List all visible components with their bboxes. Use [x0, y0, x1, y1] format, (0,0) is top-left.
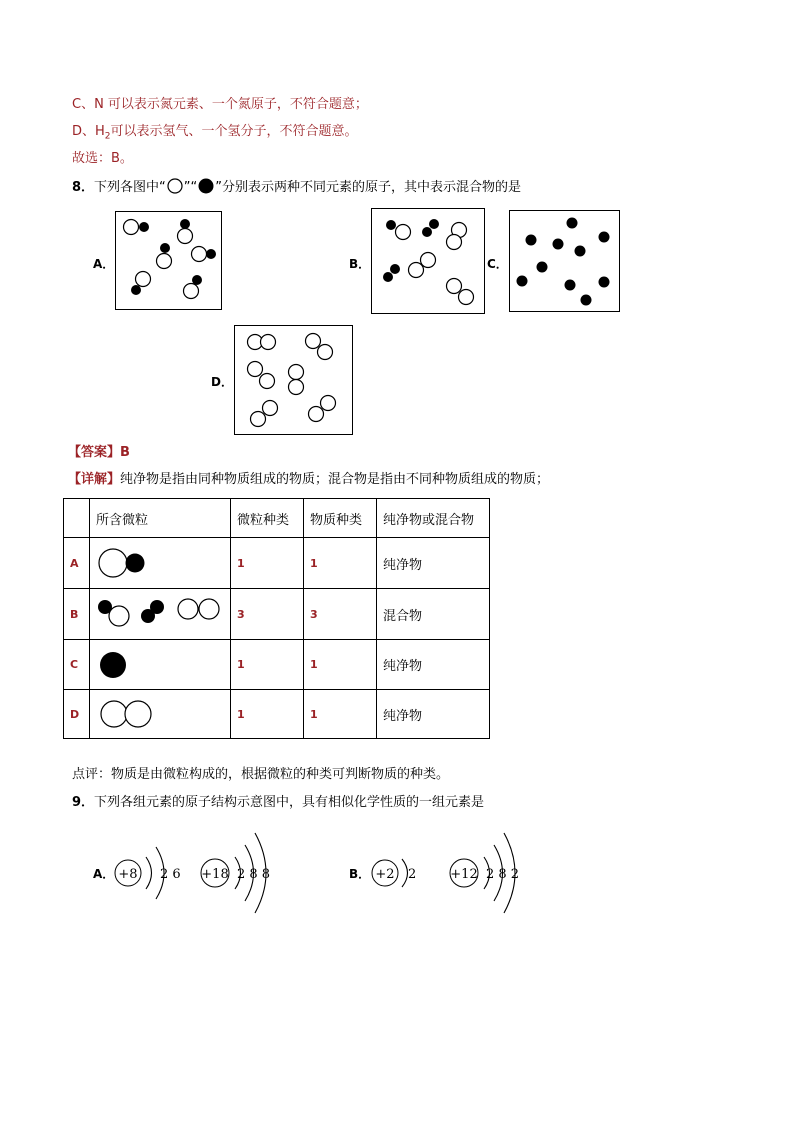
electron-config: 2 [408, 867, 417, 882]
table-header-empty [64, 499, 90, 538]
q9-option-a-label: A． [93, 867, 115, 881]
option-c-explanation: C、N 可以表示氮元素、一个氮原子，不符合题意； [72, 97, 368, 112]
answer-line [68, 444, 130, 462]
table-header: 纯净物或混合物 [377, 499, 490, 538]
stem-mid: ”“ [183, 180, 198, 195]
choose-line: 故选：B。 [72, 151, 133, 166]
particle-a-icon [96, 546, 156, 580]
particle-drawing [90, 589, 231, 640]
table-header: 所含微粒 [90, 499, 231, 538]
option-c-box[interactable] [509, 210, 620, 312]
electron-config: 2 8 8 [237, 867, 271, 882]
table-row [64, 589, 490, 640]
table-row [64, 640, 490, 690]
substance-type: 纯净物 [377, 538, 490, 589]
nucleus-label: +18 [201, 867, 229, 882]
particle-b-icon [96, 597, 224, 631]
particle-d-icon [96, 698, 160, 730]
particle-drawing [90, 538, 231, 589]
table-row [64, 690, 490, 739]
particle-count: 1 [231, 640, 304, 690]
answer-tag: 【答案】 [68, 445, 121, 460]
atom-diagram-helium [368, 843, 428, 903]
substance-count: 1 [304, 538, 377, 589]
q9-option-b-label: B． [349, 867, 371, 881]
filled-atom-icon [197, 178, 215, 194]
option-b-label: B． [349, 257, 371, 271]
substance-count: 3 [304, 589, 377, 640]
option-a-label: A． [93, 257, 115, 271]
table-header: 微粒种类 [231, 499, 304, 538]
substance-count: 1 [304, 640, 377, 690]
d-line-prefix: D、H [72, 124, 105, 139]
row-label: C [64, 640, 90, 690]
table-row [64, 538, 490, 589]
particle-drawing [90, 640, 231, 690]
table-header-row [64, 499, 490, 538]
question-number: 8． [72, 180, 95, 195]
question-8-stem [72, 178, 521, 197]
detail-tag: 【详解】 [68, 472, 121, 487]
substance-type: 纯净物 [377, 640, 490, 690]
row-label: A [64, 538, 90, 589]
atom-diagram-magnesium [446, 827, 536, 919]
substance-count: 1 [304, 690, 377, 739]
nucleus-label: +2 [375, 867, 395, 882]
option-c-label: C． [487, 257, 508, 271]
detail-text: 纯净物是指由同种物质组成的物质；混合物是指由不同种物质组成的物质； [120, 472, 550, 487]
atom-diagram-oxygen [110, 835, 190, 911]
question-9-text: 下列各组元素的原子结构示意图中，具有相似化学性质的一组元素是 [94, 795, 485, 810]
particle-drawing [90, 690, 231, 739]
particle-count: 1 [231, 690, 304, 739]
comment-line: 点评：物质是由微粒构成的，根据微粒的种类可判断物质的种类。 [72, 767, 450, 782]
particle-table [63, 498, 490, 739]
option-c-particles [510, 211, 619, 311]
open-atom-icon [166, 178, 184, 194]
electron-config: 2 6 [160, 867, 181, 882]
particle-c-icon [96, 649, 136, 681]
substance-type: 纯净物 [377, 690, 490, 739]
table-header: 物质种类 [304, 499, 377, 538]
nucleus-label: +8 [118, 867, 138, 882]
electron-config: 2 8 2 [486, 867, 520, 882]
question-9-stem [72, 794, 484, 812]
d-line-subscript: 2 [104, 131, 111, 142]
option-d-box[interactable] [234, 325, 353, 435]
option-d-particles [235, 326, 352, 434]
row-label: B [64, 589, 90, 640]
stem-pre: 下列各图中“ [94, 180, 166, 195]
answer-value: B [120, 445, 130, 460]
detail-line [68, 471, 549, 489]
option-b-box[interactable] [371, 208, 485, 314]
option-d-label: D． [211, 375, 233, 389]
particle-count: 3 [231, 589, 304, 640]
stem-post: ”分别表示两种不同元素的原子，其中表示混合物的是 [215, 180, 522, 195]
d-line-suffix: 可以表示氢气、一个氢分子，不符合题意。 [110, 124, 358, 139]
substance-type: 混合物 [377, 589, 490, 640]
atom-diagram-argon [195, 827, 285, 919]
nucleus-label: +12 [450, 867, 478, 882]
option-d-explanation [72, 123, 358, 146]
question-number: 9． [72, 795, 95, 810]
option-b-particles [372, 209, 484, 313]
option-a-particles [116, 212, 221, 309]
row-label: D [64, 690, 90, 739]
option-a-box[interactable] [115, 211, 222, 310]
particle-count: 1 [231, 538, 304, 589]
